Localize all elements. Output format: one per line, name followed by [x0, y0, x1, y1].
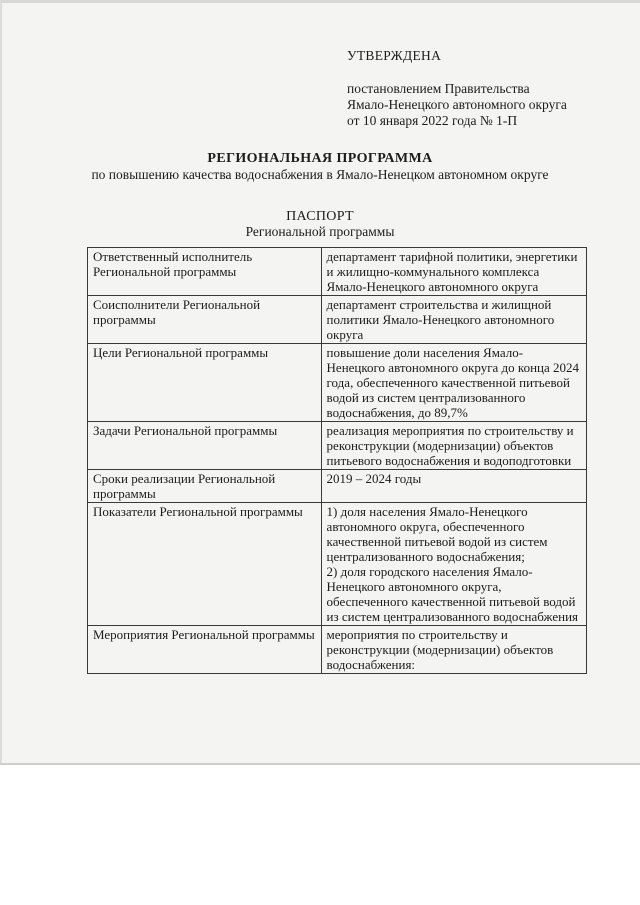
row-label: Сроки реализации Региональной программы: [88, 470, 322, 503]
table-row: [88, 626, 587, 674]
approval-line-3: от 10 января 2022 года № 1-П: [347, 113, 518, 128]
row-value: мероприятия по строительству и реконструкции (модернизации) объектов водоснабжения:: [321, 626, 586, 674]
row-value: департамент тарифной политики, энергетики и жилищно-коммунального комплекса Ямало-Ненецкого автономного округа: [321, 248, 586, 296]
row-value-list: [321, 503, 586, 626]
program-title: РЕГИОНАЛЬНАЯ ПРОГРАММА: [207, 151, 433, 166]
table-row: [88, 344, 587, 422]
passport-table: [87, 247, 587, 674]
table-row: [88, 248, 587, 296]
indicator-2: 2) доля городского населения Ямало-Ненецкого автономного округа, обеспеченного качественной питьевой водой из систем централизованного водоснабжения: [326, 564, 579, 624]
scan-edge-left: [0, 0, 2, 765]
approval-line-2: Ямало-Ненецкого автономного округа: [347, 97, 567, 112]
approval-heading: УТВЕРЖДЕНА: [347, 48, 442, 63]
table-row: [88, 422, 587, 470]
row-label: Показатели Региональной программы: [88, 503, 322, 626]
row-value: 2019 – 2024 годы: [321, 470, 586, 503]
row-value: повышение доли населения Ямало-Ненецкого автономного округа до конца 2024 года, обеспеченного качественной питьевой водой из систем централизованного водоснабжения, до 89,7%: [321, 344, 586, 422]
row-label: Соисполнители Региональной программы: [88, 296, 322, 344]
row-value: департамент строительства и жилищной политики Ямало-Ненецкого автономного округа: [321, 296, 586, 344]
approval-line-1: постановлением Правительства: [347, 81, 530, 96]
passport-subtitle: Региональной программы: [245, 224, 395, 239]
row-label: Ответственный исполнитель Региональной программы: [88, 248, 322, 296]
program-subtitle: по повышению качества водоснабжения в Ямало-Ненецком автономном округе: [91, 167, 549, 182]
row-label: Цели Региональной программы: [88, 344, 322, 422]
row-label: Задачи Региональной программы: [88, 422, 322, 470]
passport-title: ПАСПОРТ: [286, 209, 354, 224]
approval-block: [347, 48, 567, 129]
table-row: [88, 296, 587, 344]
scan-edge-top: [0, 0, 640, 3]
table-row: [88, 470, 587, 503]
row-value: реализация мероприятия по строительству и реконструкции (модернизации) объектов питьевого водоснабжения и водоподготовки: [321, 422, 586, 470]
table-row: [88, 503, 587, 626]
row-label: Мероприятия Региональной программы: [88, 626, 322, 674]
indicator-1: 1) доля населения Ямало-Ненецкого автономного округа, обеспеченного качественной питьевой водой из систем централизованного водоснабжения;: [326, 504, 548, 564]
scan-edge-bottom: [0, 763, 640, 765]
